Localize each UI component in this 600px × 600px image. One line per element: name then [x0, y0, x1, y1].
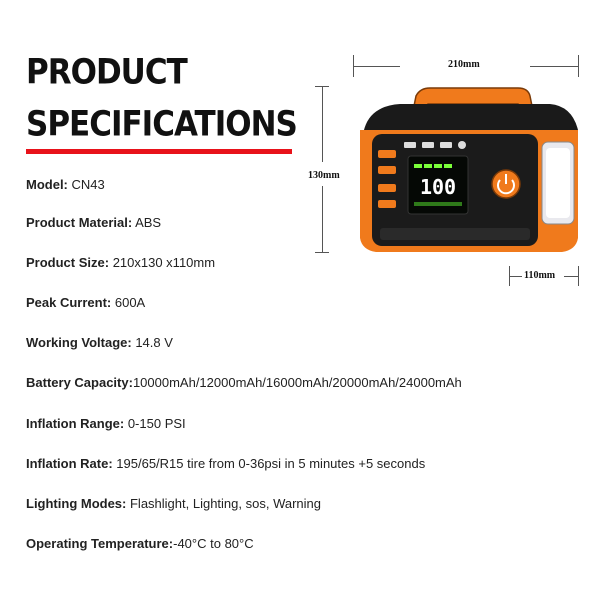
- side-lamp-lens: [546, 148, 570, 218]
- spec-label: Working Voltage:: [26, 335, 132, 350]
- height-line-top: [322, 86, 323, 162]
- depth-tick-right: [578, 266, 579, 286]
- depth-line-left: [510, 276, 522, 277]
- lcd-status-bar: [414, 202, 462, 206]
- spec-value: ABS: [132, 215, 162, 230]
- title-underline: [26, 149, 292, 154]
- lcd-reading: 100: [419, 175, 457, 199]
- mode-button-4: [378, 200, 396, 208]
- vent-grill: [380, 228, 530, 240]
- width-line-right: [530, 66, 578, 67]
- spec-label: Model:: [26, 177, 68, 192]
- spec-material: [26, 215, 161, 230]
- spec-label: Product Size:: [26, 255, 110, 270]
- battery-segment: [424, 164, 432, 168]
- height-tick-bottom: [315, 252, 329, 253]
- spec-battery-capacity: [26, 375, 462, 390]
- spec-value: 10000mAh/12000mAh/16000mAh/20000mAh/24000mAh: [132, 375, 462, 390]
- depth-line-right: [564, 276, 578, 277]
- spec-value: 195/65/R15 tire from 0-36psi in 5 minutes +5 seconds: [112, 456, 426, 471]
- mode-button-3: [378, 184, 396, 192]
- spec-size: [26, 255, 215, 270]
- page-title-line2: SPECIFICATIONS: [26, 104, 297, 145]
- spec-value: Flashlight, Lighting, sos, Warning: [126, 496, 321, 511]
- usb-port-icon: [404, 142, 416, 148]
- spec-working-voltage: [26, 335, 173, 350]
- page-title-line1: PRODUCT: [26, 52, 187, 93]
- spec-label: Inflation Range:: [26, 416, 125, 431]
- width-tick-right: [578, 55, 579, 77]
- mode-button-1: [378, 150, 396, 158]
- spec-inflation-rate: [26, 456, 425, 471]
- spec-label: Lighting Modes:: [26, 496, 127, 511]
- spec-label: Product Material:: [26, 215, 133, 230]
- battery-segment: [444, 164, 452, 168]
- spec-label: Operating Temperature:: [26, 536, 174, 551]
- width-label: 210mm: [448, 59, 480, 70]
- usb-port-icon: [422, 142, 434, 148]
- spec-operating-temperature: [26, 536, 254, 551]
- dc-port-icon: [458, 141, 466, 149]
- spec-value: 14.8 V: [131, 335, 173, 350]
- spec-value: 600A: [111, 295, 146, 310]
- height-label: 130mm: [308, 170, 340, 181]
- usb-port-icon: [440, 142, 452, 148]
- spec-peak-current: [26, 295, 145, 310]
- product-image: [350, 78, 580, 258]
- depth-label: 110mm: [524, 270, 556, 281]
- spec-value: -40°C to 80°C: [173, 536, 254, 551]
- spec-inflation-range: [26, 416, 186, 431]
- spec-label: Peak Current:: [26, 295, 112, 310]
- spec-model: [26, 177, 105, 192]
- width-line-left: [354, 66, 400, 67]
- spec-value: 0-150 PSI: [124, 416, 186, 431]
- spec-label: Inflation Rate:: [26, 456, 113, 471]
- spec-label: Battery Capacity:: [26, 375, 133, 390]
- battery-segment: [414, 164, 422, 168]
- spec-lighting-modes: [26, 496, 321, 511]
- spec-value: CN43: [67, 177, 105, 192]
- mode-button-2: [378, 166, 396, 174]
- battery-segment: [434, 164, 442, 168]
- height-line-bottom: [322, 186, 323, 252]
- spec-value: 210x130 x110mm: [109, 255, 216, 270]
